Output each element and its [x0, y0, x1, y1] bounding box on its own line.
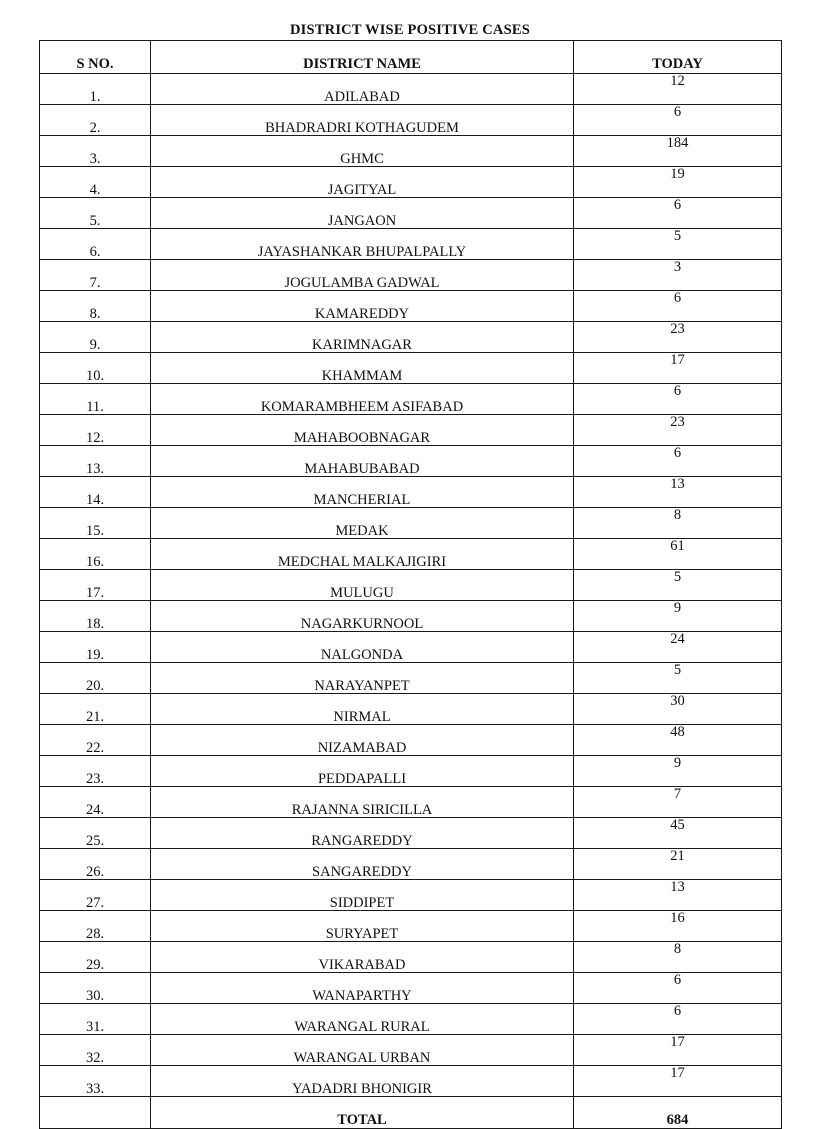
row-today-cell: 17	[574, 1035, 782, 1066]
row-today-cell: 61	[574, 539, 782, 570]
table-row	[40, 911, 782, 942]
row-today-cell: 6	[574, 384, 782, 415]
table-row	[40, 1004, 782, 1035]
row-sno-cell: 25.	[40, 818, 151, 849]
table-row	[40, 477, 782, 508]
row-sno-cell: 20.	[40, 663, 151, 694]
row-sno-cell: 27.	[40, 880, 151, 911]
row-district-cell: JOGULAMBA GADWAL	[151, 260, 574, 291]
row-district-cell: RAJANNA SIRICILLA	[151, 787, 574, 818]
row-today-cell: 16	[574, 911, 782, 942]
table-row	[40, 353, 782, 384]
row-today-cell: 23	[574, 322, 782, 353]
table-row	[40, 849, 782, 880]
row-district-cell: MEDAK	[151, 508, 574, 539]
table-row	[40, 167, 782, 198]
row-sno-cell: 30.	[40, 973, 151, 1004]
row-sno-cell: 23.	[40, 756, 151, 787]
header-row	[40, 41, 782, 74]
row-today-cell: 8	[574, 508, 782, 539]
row-sno-cell: 15.	[40, 508, 151, 539]
row-district-cell: KOMARAMBHEEM ASIFABAD	[151, 384, 574, 415]
total-label: TOTAL	[151, 1097, 574, 1129]
row-district-cell: SIDDIPET	[151, 880, 574, 911]
row-sno-cell: 10.	[40, 353, 151, 384]
row-today-cell: 21	[574, 849, 782, 880]
table-body	[40, 74, 782, 1129]
row-sno-cell: 14.	[40, 477, 151, 508]
row-sno-cell: 1.	[40, 74, 151, 105]
row-sno-cell: 28.	[40, 911, 151, 942]
row-sno-cell: 2.	[40, 105, 151, 136]
row-sno-cell: 13.	[40, 446, 151, 477]
row-district-cell: NALGONDA	[151, 632, 574, 663]
row-today-cell: 45	[574, 818, 782, 849]
row-sno-cell: 7.	[40, 260, 151, 291]
row-today-cell: 5	[574, 229, 782, 260]
row-sno-cell: 18.	[40, 601, 151, 632]
row-district-cell: MEDCHAL MALKAJIGIRI	[151, 539, 574, 570]
row-sno-cell: 6.	[40, 229, 151, 260]
row-district-cell: PEDDAPALLI	[151, 756, 574, 787]
column-header-today: TODAY	[574, 41, 782, 74]
row-today-cell: 6	[574, 291, 782, 322]
row-district-cell: KAMAREDDY	[151, 291, 574, 322]
row-sno-cell: 17.	[40, 570, 151, 601]
row-district-cell: MAHABOOBNAGAR	[151, 415, 574, 446]
table-row	[40, 1066, 782, 1097]
row-sno-cell: 9.	[40, 322, 151, 353]
row-sno-cell: 8.	[40, 291, 151, 322]
row-district-cell: RANGAREDDY	[151, 818, 574, 849]
row-sno-cell: 21.	[40, 694, 151, 725]
row-district-cell: MULUGU	[151, 570, 574, 601]
table-row	[40, 880, 782, 911]
row-today-cell: 6	[574, 973, 782, 1004]
table-row	[40, 229, 782, 260]
table-row	[40, 291, 782, 322]
row-sno-cell: 29.	[40, 942, 151, 973]
row-sno-cell: 24.	[40, 787, 151, 818]
row-district-cell: JAYASHANKAR BHUPALPALLY	[151, 229, 574, 260]
row-today-cell: 9	[574, 756, 782, 787]
row-sno-cell: 19.	[40, 632, 151, 663]
row-district-cell: WARANGAL RURAL	[151, 1004, 574, 1035]
row-district-cell: NIZAMABAD	[151, 725, 574, 756]
row-today-cell: 13	[574, 880, 782, 911]
row-district-cell: KHAMMAM	[151, 353, 574, 384]
row-today-cell: 24	[574, 632, 782, 663]
row-district-cell: MAHABUBABAD	[151, 446, 574, 477]
district-cases-table	[39, 40, 782, 1129]
table-row	[40, 74, 782, 105]
row-today-cell: 23	[574, 415, 782, 446]
row-sno-cell: 11.	[40, 384, 151, 415]
table-row	[40, 818, 782, 849]
row-sno-cell: 16.	[40, 539, 151, 570]
row-today-cell: 6	[574, 1004, 782, 1035]
table-header	[40, 41, 782, 74]
row-today-cell: 184	[574, 136, 782, 167]
row-sno-cell: 5.	[40, 198, 151, 229]
total-row	[40, 1097, 782, 1129]
row-today-cell: 6	[574, 105, 782, 136]
row-today-cell: 6	[574, 446, 782, 477]
row-sno-cell: 26.	[40, 849, 151, 880]
row-district-cell: WANAPARTHY	[151, 973, 574, 1004]
row-district-cell: JANGAON	[151, 198, 574, 229]
row-district-cell: SURYAPET	[151, 911, 574, 942]
total-sno-cell	[40, 1097, 151, 1129]
row-sno-cell: 33.	[40, 1066, 151, 1097]
row-today-cell: 3	[574, 260, 782, 291]
table-row	[40, 632, 782, 663]
table-row	[40, 260, 782, 291]
table-row	[40, 539, 782, 570]
table-row	[40, 787, 782, 818]
row-today-cell: 5	[574, 570, 782, 601]
table-row	[40, 694, 782, 725]
row-today-cell: 9	[574, 601, 782, 632]
table-row	[40, 198, 782, 229]
total-value: 684	[574, 1097, 782, 1129]
row-district-cell: KARIMNAGAR	[151, 322, 574, 353]
table-row	[40, 663, 782, 694]
table-row	[40, 105, 782, 136]
row-today-cell: 19	[574, 167, 782, 198]
row-sno-cell: 12.	[40, 415, 151, 446]
row-district-cell: BHADRADRI KOTHAGUDEM	[151, 105, 574, 136]
table-row	[40, 942, 782, 973]
row-district-cell: JAGITYAL	[151, 167, 574, 198]
row-district-cell: NIRMAL	[151, 694, 574, 725]
table-row	[40, 322, 782, 353]
row-district-cell: MANCHERIAL	[151, 477, 574, 508]
table-row	[40, 570, 782, 601]
row-today-cell: 6	[574, 198, 782, 229]
row-today-cell: 7	[574, 787, 782, 818]
row-sno-cell: 22.	[40, 725, 151, 756]
row-district-cell: ADILABAD	[151, 74, 574, 105]
row-sno-cell: 4.	[40, 167, 151, 198]
table-row	[40, 756, 782, 787]
table-row	[40, 725, 782, 756]
table-row	[40, 446, 782, 477]
row-sno-cell: 32.	[40, 1035, 151, 1066]
row-today-cell: 17	[574, 353, 782, 384]
row-today-cell: 13	[574, 477, 782, 508]
row-today-cell: 48	[574, 725, 782, 756]
row-today-cell: 17	[574, 1066, 782, 1097]
row-district-cell: YADADRI BHONIGIR	[151, 1066, 574, 1097]
row-district-cell: VIKARABAD	[151, 942, 574, 973]
table-row	[40, 1035, 782, 1066]
row-today-cell: 30	[574, 694, 782, 725]
row-sno-cell: 31.	[40, 1004, 151, 1035]
column-header-district: DISTRICT NAME	[151, 41, 574, 74]
row-district-cell: NARAYANPET	[151, 663, 574, 694]
row-sno-cell: 3.	[40, 136, 151, 167]
row-district-cell: NAGARKURNOOL	[151, 601, 574, 632]
row-district-cell: SANGAREDDY	[151, 849, 574, 880]
row-today-cell: 5	[574, 663, 782, 694]
table-row	[40, 384, 782, 415]
table-row	[40, 601, 782, 632]
row-district-cell: WARANGAL URBAN	[151, 1035, 574, 1066]
table-row	[40, 415, 782, 446]
table-row	[40, 136, 782, 167]
table-row	[40, 973, 782, 1004]
row-district-cell: GHMC	[151, 136, 574, 167]
table-row	[40, 508, 782, 539]
column-header-sno: S NO.	[40, 41, 151, 74]
page-title: DISTRICT WISE POSITIVE CASES	[290, 22, 530, 38]
row-today-cell: 8	[574, 942, 782, 973]
row-today-cell: 12	[574, 74, 782, 105]
